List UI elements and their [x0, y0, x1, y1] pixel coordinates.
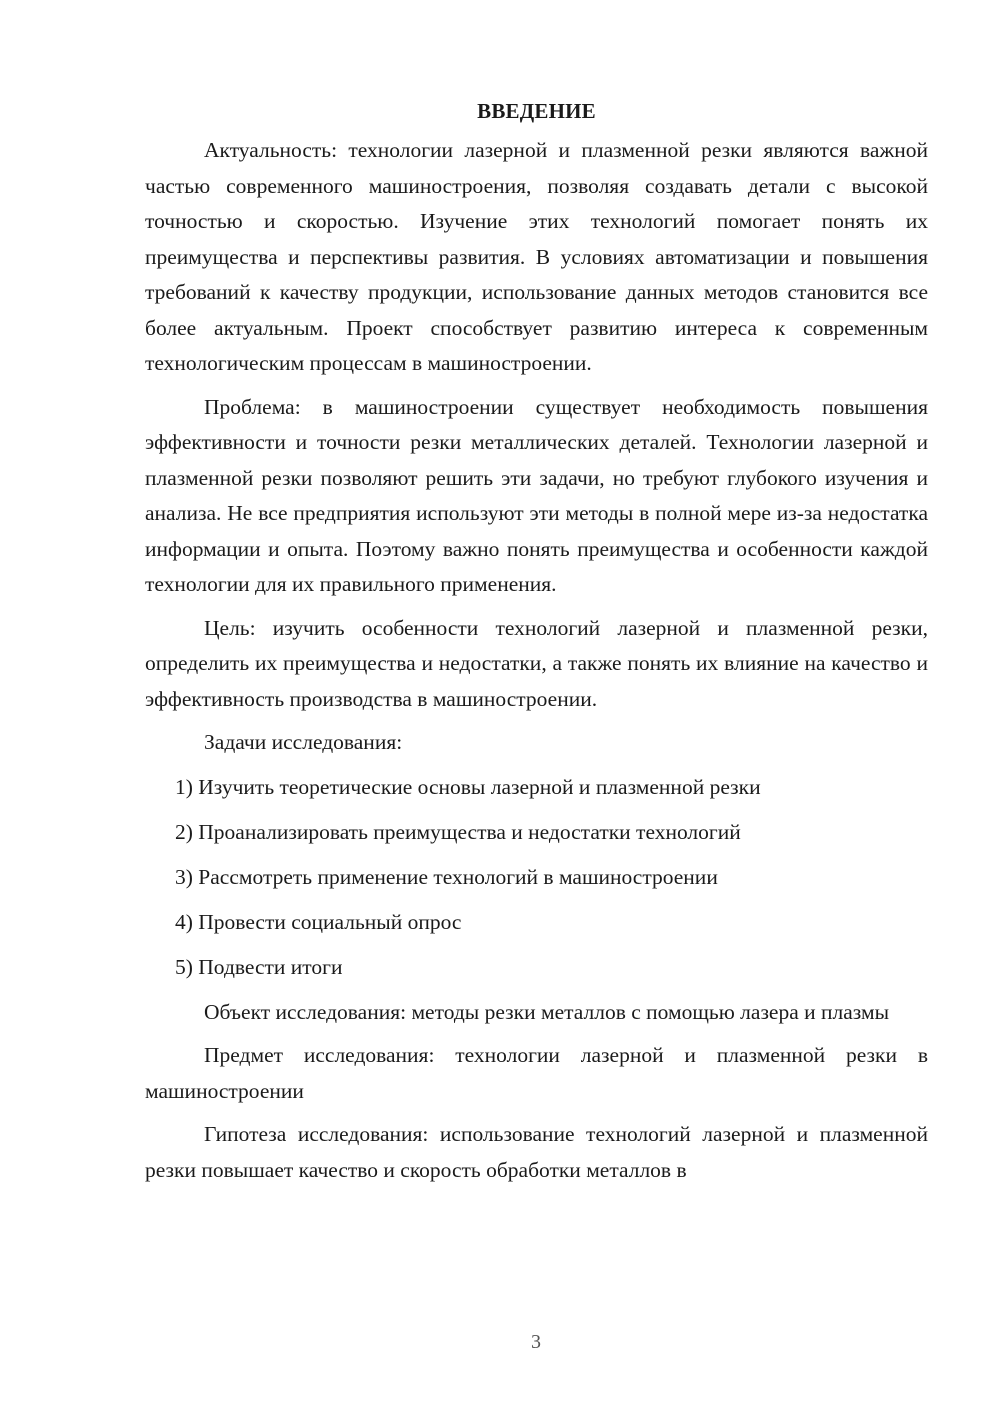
task-item: 3) Рассмотреть применение технологий в машиностроении	[175, 864, 718, 889]
problem-paragraph: Проблема: в машиностроении существует необходимость повышения эффективности и точности резки металлических деталей. Технологии лазерной и плазменной резки позволяют решить эти задачи, но требуют глубокого изучения и анализа. Не все предприятия используют эти методы в полной мере из-за недостатка информации и опыта. Поэтому важно понять преимущества и особенности каждой технологии для их правильного применения.	[145, 394, 928, 596]
page-title: ВВЕДЕНИЕ	[477, 99, 596, 123]
tasks-list	[145, 770, 928, 986]
page-content	[145, 94, 928, 1196]
task-item: 5) Подвести итоги	[175, 954, 343, 979]
task-item: 2) Проанализировать преимущества и недостатки технологий	[175, 819, 741, 844]
tasks-heading: Задачи исследования:	[204, 730, 403, 754]
object-paragraph: Объект исследования: методы резки металлов с помощью лазера и плазмы	[204, 999, 890, 1024]
subject-paragraph: Предмет исследования: технологии лазерной и плазменной резки в машиностроении	[145, 1043, 928, 1103]
hypothesis-paragraph: Гипотеза исследования: использование технологий лазерной и плазменной резки повышает качество и скорость обработки металлов в	[145, 1122, 928, 1182]
task-item: 4) Провести социальный опрос	[175, 909, 462, 934]
task-item: 1) Изучить теоретические основы лазерной и плазменной резки	[175, 774, 761, 799]
relevance-paragraph: Актуальность: технологии лазерной и плазменной резки являются важной частью современного машиностроения, позволяя создавать детали с высокой точностью и скоростью. Изучение этих технологий помогает понять их преимущества и перспективы развития. В условиях автоматизации и повышения требований к качеству продукции, использование данных методов становится все более актуальным. Проект способствует развитию интереса к современным технологическим процессам в машиностроении.	[145, 138, 928, 375]
page-number: 3	[531, 1331, 541, 1353]
goal-paragraph: Цель: изучить особенности технологий лазерной и плазменной резки, определить их преимущества и недостатки, а также понять их влияние на качество и эффективность производства в машиностроении.	[145, 615, 928, 711]
